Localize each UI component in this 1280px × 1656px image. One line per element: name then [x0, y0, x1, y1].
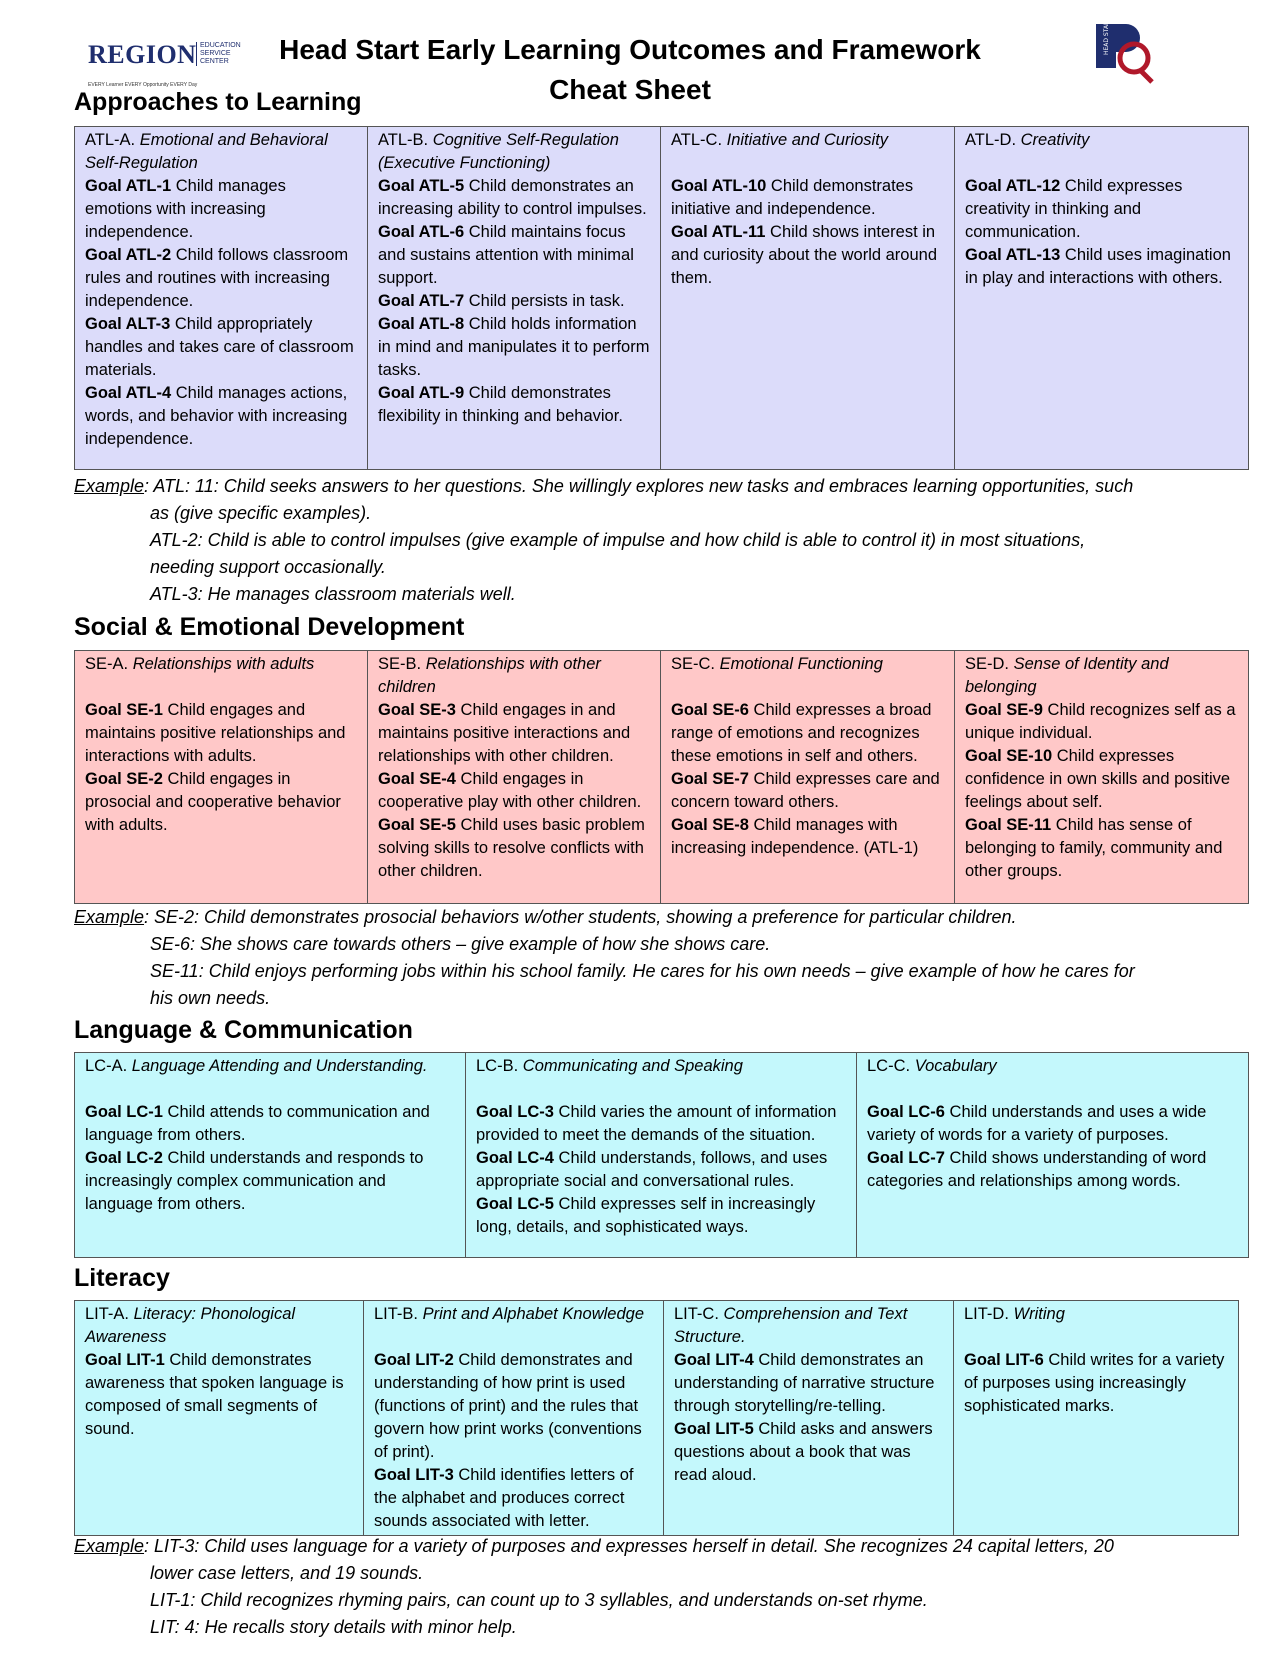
se-column-c: [661, 651, 955, 904]
goal-item: Goal ATL-11 Child shows interest in and curiosity about the world around them.: [671, 223, 937, 287]
atl-example: [74, 473, 1133, 608]
lc-table: [74, 1052, 1249, 1258]
goal-item: Goal ATL-6 Child maintains focus and sustains attention with minimal support.: [378, 223, 634, 287]
lit-column-a: [75, 1301, 364, 1536]
lit-column-c: [664, 1301, 954, 1536]
lc-column-a: [75, 1053, 466, 1258]
esc-line: EDUCATION: [200, 42, 241, 49]
example-line: Example: LIT-3: Child uses language for a variety of purposes and expresses herself in detail. She recognizes 24 capital letters, 20: [74, 1536, 1114, 1556]
section-title-se: Social & Emotional Development: [74, 613, 465, 641]
goal-item: Goal SE-3 Child engages in and maintains positive interactions and relationships with other children.: [378, 701, 631, 765]
column-heading: LIT-B. Print and Alphabet Knowledge: [374, 1305, 644, 1323]
goal-item: Goal LC-4 Child understands, follows, and uses appropriate social and conversational rules.: [476, 1149, 828, 1190]
head-start-vertical-text: HEAD START: [1103, 20, 1110, 55]
atl-column-b: [368, 127, 661, 470]
lc-column-c: [857, 1053, 1249, 1258]
goal-item: Goal LC-1 Child attends to communication and language from others.: [85, 1103, 430, 1144]
goal-item: Goal SE-11 Child has sense of belonging to family, community and other groups.: [965, 816, 1223, 880]
column-heading: LIT-C. Comprehension and Text Structure.: [674, 1305, 908, 1346]
goal-item: Goal ATL-1 Child manages emotions with increasing independence.: [85, 177, 286, 241]
example-line: ATL-3: He manages classroom materials well.: [150, 584, 516, 604]
example-line: his own needs.: [150, 988, 271, 1008]
section-title-atl: Approaches to Learning: [74, 88, 362, 116]
section-title-lit: Literacy: [74, 1264, 170, 1292]
example-line: Example: ATL: 11: Child seeks answers to her questions. She willingly explores new tasks and embraces learning opportunities, such: [74, 476, 1134, 496]
column-heading: LC-A. Language Attending and Understanding.: [85, 1057, 428, 1075]
goal-item: Goal LC-3 Child varies the amount of information provided to meet the demands of the situation.: [476, 1103, 837, 1144]
example-line: SE-6: She shows care towards others – give example of how she shows care.: [150, 934, 771, 954]
example-line: SE-11: Child enjoys performing jobs within his school family. He cares for his own needs – give example of how he cares for: [150, 961, 1135, 981]
se-example: [74, 904, 1135, 1012]
lit-example: [74, 1533, 1114, 1641]
example-line: LIT-1: Child recognizes rhyming pairs, can count up to 3 syllables, and understands on-set rhyme.: [150, 1590, 928, 1610]
goal-item: Goal ATL-2 Child follows classroom rules and routines with increasing independence.: [85, 246, 349, 310]
goal-item: Goal LIT-3 Child identifies letters of the alphabet and produces correct sounds associated with letter.: [374, 1466, 634, 1530]
goal-item: Goal SE-4 Child engages in cooperative play with other children.: [378, 770, 642, 811]
head-start-logo: [1090, 20, 1154, 86]
goal-item: Goal SE-8 Child manages with increasing independence. (ATL-1): [671, 816, 919, 857]
region-esc-logo: [88, 38, 248, 86]
goal-item: Goal ATL-4 Child manages actions, words, and behavior with increasing independence.: [85, 384, 348, 448]
lit-column-d: [954, 1301, 1239, 1536]
column-heading: SE-D. Sense of Identity and belonging: [965, 655, 1169, 696]
goal-item: Goal SE-9 Child recognizes self as a unique individual.: [965, 701, 1236, 742]
atl-column-c: [661, 127, 955, 470]
column-heading: LIT-D. Writing: [964, 1305, 1065, 1323]
goal-item: Goal SE-6 Child expresses a broad range of emotions and recognizes these emotions in self and others.: [671, 701, 932, 765]
example-line: as (give specific examples).: [150, 503, 372, 523]
goal-item: Goal SE-2 Child engages in prosocial and cooperative behavior with adults.: [85, 770, 341, 834]
title-line-1: Head Start Early Learning Outcomes and Framework: [279, 34, 981, 65]
column-heading: ATL-A. Emotional and Behavioral Self-Regulation: [85, 131, 328, 172]
goal-item: Goal SE-7 Child expresses care and concern toward others.: [671, 770, 940, 811]
esc-logo-text: [196, 42, 241, 66]
goal-item: Goal ATL-7 Child persists in task.: [378, 292, 625, 310]
lc-column-b: [466, 1053, 857, 1258]
column-heading: SE-B. Relationships with other children: [378, 655, 601, 696]
title-line-2: Cheat Sheet: [549, 74, 711, 105]
goal-item: Goal SE-10 Child expresses confidence in own skills and positive feelings about self.: [965, 747, 1231, 811]
goal-item: Goal LIT-1 Child demonstrates awareness that spoken language is composed of small segments of sound.: [85, 1351, 344, 1438]
goal-item: Goal LIT-4 Child demonstrates an understanding of narrative structure through storytelling/re-telling.: [674, 1351, 935, 1415]
column-heading: ATL-D. Creativity: [965, 131, 1090, 149]
atl-column-d: [955, 127, 1249, 470]
column-heading: LIT-A. Literacy: Phonological Awareness: [85, 1305, 296, 1346]
goal-item: Goal ATL-5 Child demonstrates an increasing ability to control impulses.: [378, 177, 647, 218]
goal-item: Goal LC-6 Child understands and uses a wide variety of words for a variety of purposes.: [867, 1103, 1207, 1144]
goal-item: Goal LIT-5 Child asks and answers questions about a book that was read aloud.: [674, 1420, 933, 1484]
column-heading: SE-A. Relationships with adults: [85, 655, 315, 673]
head-start-emblem-icon: [1090, 20, 1154, 86]
goal-item: Goal LIT-2 Child demonstrates and understanding of how print is used (functions of print) and the rules that govern how print works (conventions of print).: [374, 1351, 642, 1461]
example-line: LIT: 4: He recalls story details with minor help.: [150, 1617, 517, 1637]
goal-item: Goal LC-5 Child expresses self in increasingly long, details, and sophisticated ways.: [476, 1195, 816, 1236]
column-heading: ATL-C. Initiative and Curiosity: [671, 131, 889, 149]
goal-item: Goal ALT-3 Child appropriately handles and takes care of classroom materials.: [85, 315, 354, 379]
se-column-a: [75, 651, 368, 904]
goal-item: Goal LIT-6 Child writes for a variety of purposes using increasingly sophisticated marks.: [964, 1351, 1225, 1415]
page-title: [260, 30, 1000, 110]
se-table: [74, 650, 1249, 904]
goal-item: Goal ATL-13 Child uses imagination in play and interactions with others.: [965, 246, 1231, 287]
logo-tagline: EVERY Learner EVERY Opportunity EVERY Day: [88, 82, 198, 88]
goal-item: Goal SE-5 Child uses basic problem solving skills to resolve conflicts with other children.: [378, 816, 645, 880]
goal-item: Goal SE-1 Child engages and maintains positive relationships and interactions with adults.: [85, 701, 346, 765]
column-heading: LC-C. Vocabulary: [867, 1057, 997, 1075]
se-column-d: [955, 651, 1249, 904]
goal-item: Goal LC-2 Child understands and responds to increasingly complex communication and language from others.: [85, 1149, 424, 1213]
esc-line: CENTER: [200, 58, 229, 65]
goal-item: Goal ATL-8 Child holds information in mind and manipulates it to perform tasks.: [378, 315, 650, 379]
atl-table: [74, 126, 1249, 470]
example-line: lower case letters, and 19 sounds.: [150, 1563, 424, 1583]
lit-column-b: [364, 1301, 664, 1536]
goal-item: Goal LC-7 Child shows understanding of word categories and relationships among words.: [867, 1149, 1207, 1190]
region-logo-text: REGION: [88, 40, 197, 69]
section-title-lc: Language & Communication: [74, 1016, 413, 1044]
goal-item: Goal ATL-12 Child expresses creativity in thinking and communication.: [965, 177, 1183, 241]
column-heading: SE-C. Emotional Functioning: [671, 655, 883, 673]
atl-column-a: [75, 127, 368, 470]
esc-line: SERVICE: [200, 50, 231, 57]
se-column-b: [368, 651, 661, 904]
example-line: Example: SE-2: Child demonstrates prosocial behaviors w/other students, showing a preference for particular children.: [74, 907, 1017, 927]
goal-item: Goal ATL-10 Child demonstrates initiative and independence.: [671, 177, 914, 218]
column-heading: LC-B. Communicating and Speaking: [476, 1057, 743, 1075]
goal-item: Goal ATL-9 Child demonstrates flexibility in thinking and behavior.: [378, 384, 623, 425]
column-heading: ATL-B. Cognitive Self-Regulation (Executive Functioning): [378, 131, 619, 172]
example-line: needing support occasionally.: [150, 557, 386, 577]
lit-table: [74, 1300, 1239, 1536]
example-line: ATL-2: Child is able to control impulses (give example of impulse and how child is able to control it) in most situations,: [150, 530, 1086, 550]
